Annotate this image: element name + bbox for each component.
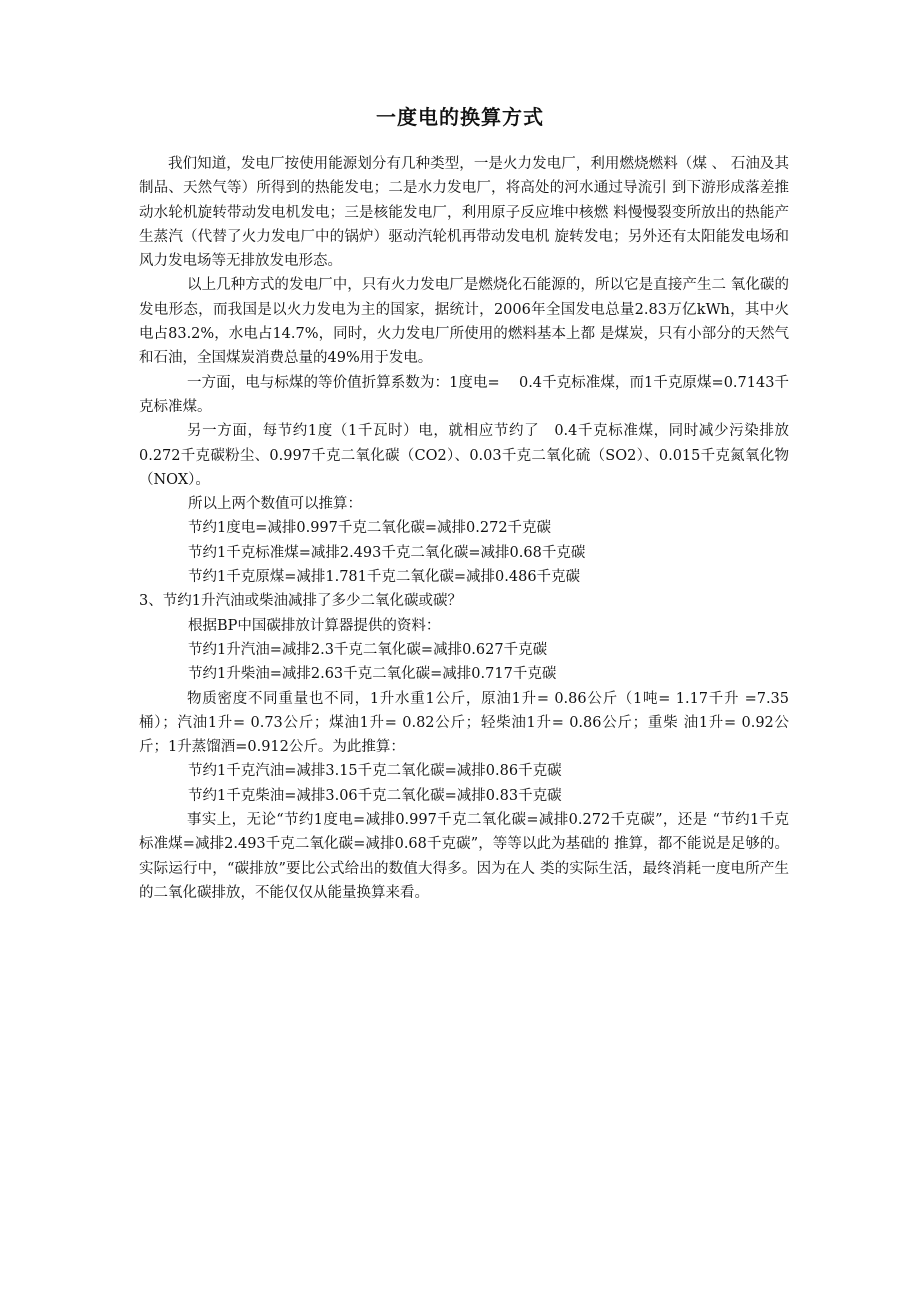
derive-intro: 所以上两个数值可以推算： — [188, 496, 362, 513]
derive-item-standard-coal: 节约1千克标准煤=减排2.493千克二氧化碳=减排0.68千克碳 — [188, 544, 586, 561]
derive-item-raw-coal: 节约1千克原煤=减排1.781千克二氧化碳=减排0.486千克碳 — [188, 569, 581, 586]
derive-item-electricity: 节约1度电=减排0.997千克二氧化碳=减排0.272千克碳 — [188, 520, 552, 537]
paragraph-thermal-power: 以上几种方式的发电厂中，只有火力发电厂是燃烧化石能源的，所以它是直接产生二 氧化碳的发电形态，而我国是以火力发电为主的国家，据统计，2006年全国发电总量2.83万亿kWh，其中火电占83.2%，水电占14.7%，同时，火力发电厂所使用的燃料基本上都 是煤炭，只有小部分的天然气和石油，全国煤炭消费总量的49%用于发电。 — [139, 277, 789, 367]
bp-item-gasoline: 节约1升汽油=减排2.3千克二氧化碳=减排0.627千克碳 — [188, 641, 548, 658]
paragraph-density: 物质密度不同重量也不同，1升水重1公斤，原油1升= 0.86公斤（1吨= 1.17千升 =7.35桶）；汽油1升= 0.73公斤；煤油1升= 0.82公斤；轻柴油1升= 0.86公斤；重柴 油1升= 0.92公斤；1升蒸馏酒=0.912公斤。为此推算： — [139, 690, 789, 756]
kg-item-gasoline: 节约1千克汽油=减排3.15千克二氧化碳=减排0.86千克碳 — [188, 763, 562, 780]
paragraph-emission-reduction: 另一方面，每节约1度（1千瓦时）电，就相应节约了 0.4千克标准煤，同时减少污染排放0.272千克碳粉尘、0.997千克二氧化碳（CO2）、0.03千克二氧化硫（SO2）、0.015千克氮氧化物（NOX）。 — [139, 423, 789, 488]
document-body — [139, 152, 789, 905]
section-3-heading: 3、节约1升汽油或柴油减排了多少二氧化碳或碳？ — [139, 593, 462, 610]
paragraph-power-plant-types: 我们知道，发电厂按使用能源划分有几种类型，一是火力发电厂，利用燃烧燃料（煤 、 石油及其制品、天然气等）所得到的热能发电；二是水力发电厂，将高处的河水通过导流引 到下游形成落差推动水轮机旋转带动发电机发电；三是核能发电厂，利用原子反应堆中核燃 料慢慢裂变所放出的热能产生蒸汽（代替了火力发电厂中的锅炉）驱动汽轮机再带动发电机 旋转发电；另外还有太阳能发电场和风力发电场等无排放发电形态。 — [139, 156, 789, 270]
document-title: 一度电的换算方式 — [376, 105, 544, 129]
paragraph-conclusion: 事实上，无论“节约1度电=减排0.997千克二氧化碳=减排0.272千克碳”，还是 “节约1千克标准煤=减排2.493千克二氧化碳=减排0.68千克碳”，等等以此为基础的 推算，都不能说是足够的。实际运行中，“碳排放”要比公式给出的数值大得多。因为在人 类的实际生活，最终消耗一度电所产生的二氧化碳排放，不能仅仅从能量换算来看。 — [139, 812, 789, 901]
bp-item-diesel: 节约1升柴油=减排2.63千克二氧化碳=减排0.717千克碳 — [188, 666, 557, 683]
bp-intro: 根据BP中国碳排放计算器提供的资料： — [188, 617, 441, 634]
paragraph-coal-equivalent: 一方面，电与标煤的等价值折算系数为：1度电= 0.4千克标准煤，而1千克原煤=0.7143千克标准煤。 — [139, 374, 789, 415]
kg-item-diesel: 节约1千克柴油=减排3.06千克二氧化碳=减排0.83千克碳 — [188, 787, 562, 804]
